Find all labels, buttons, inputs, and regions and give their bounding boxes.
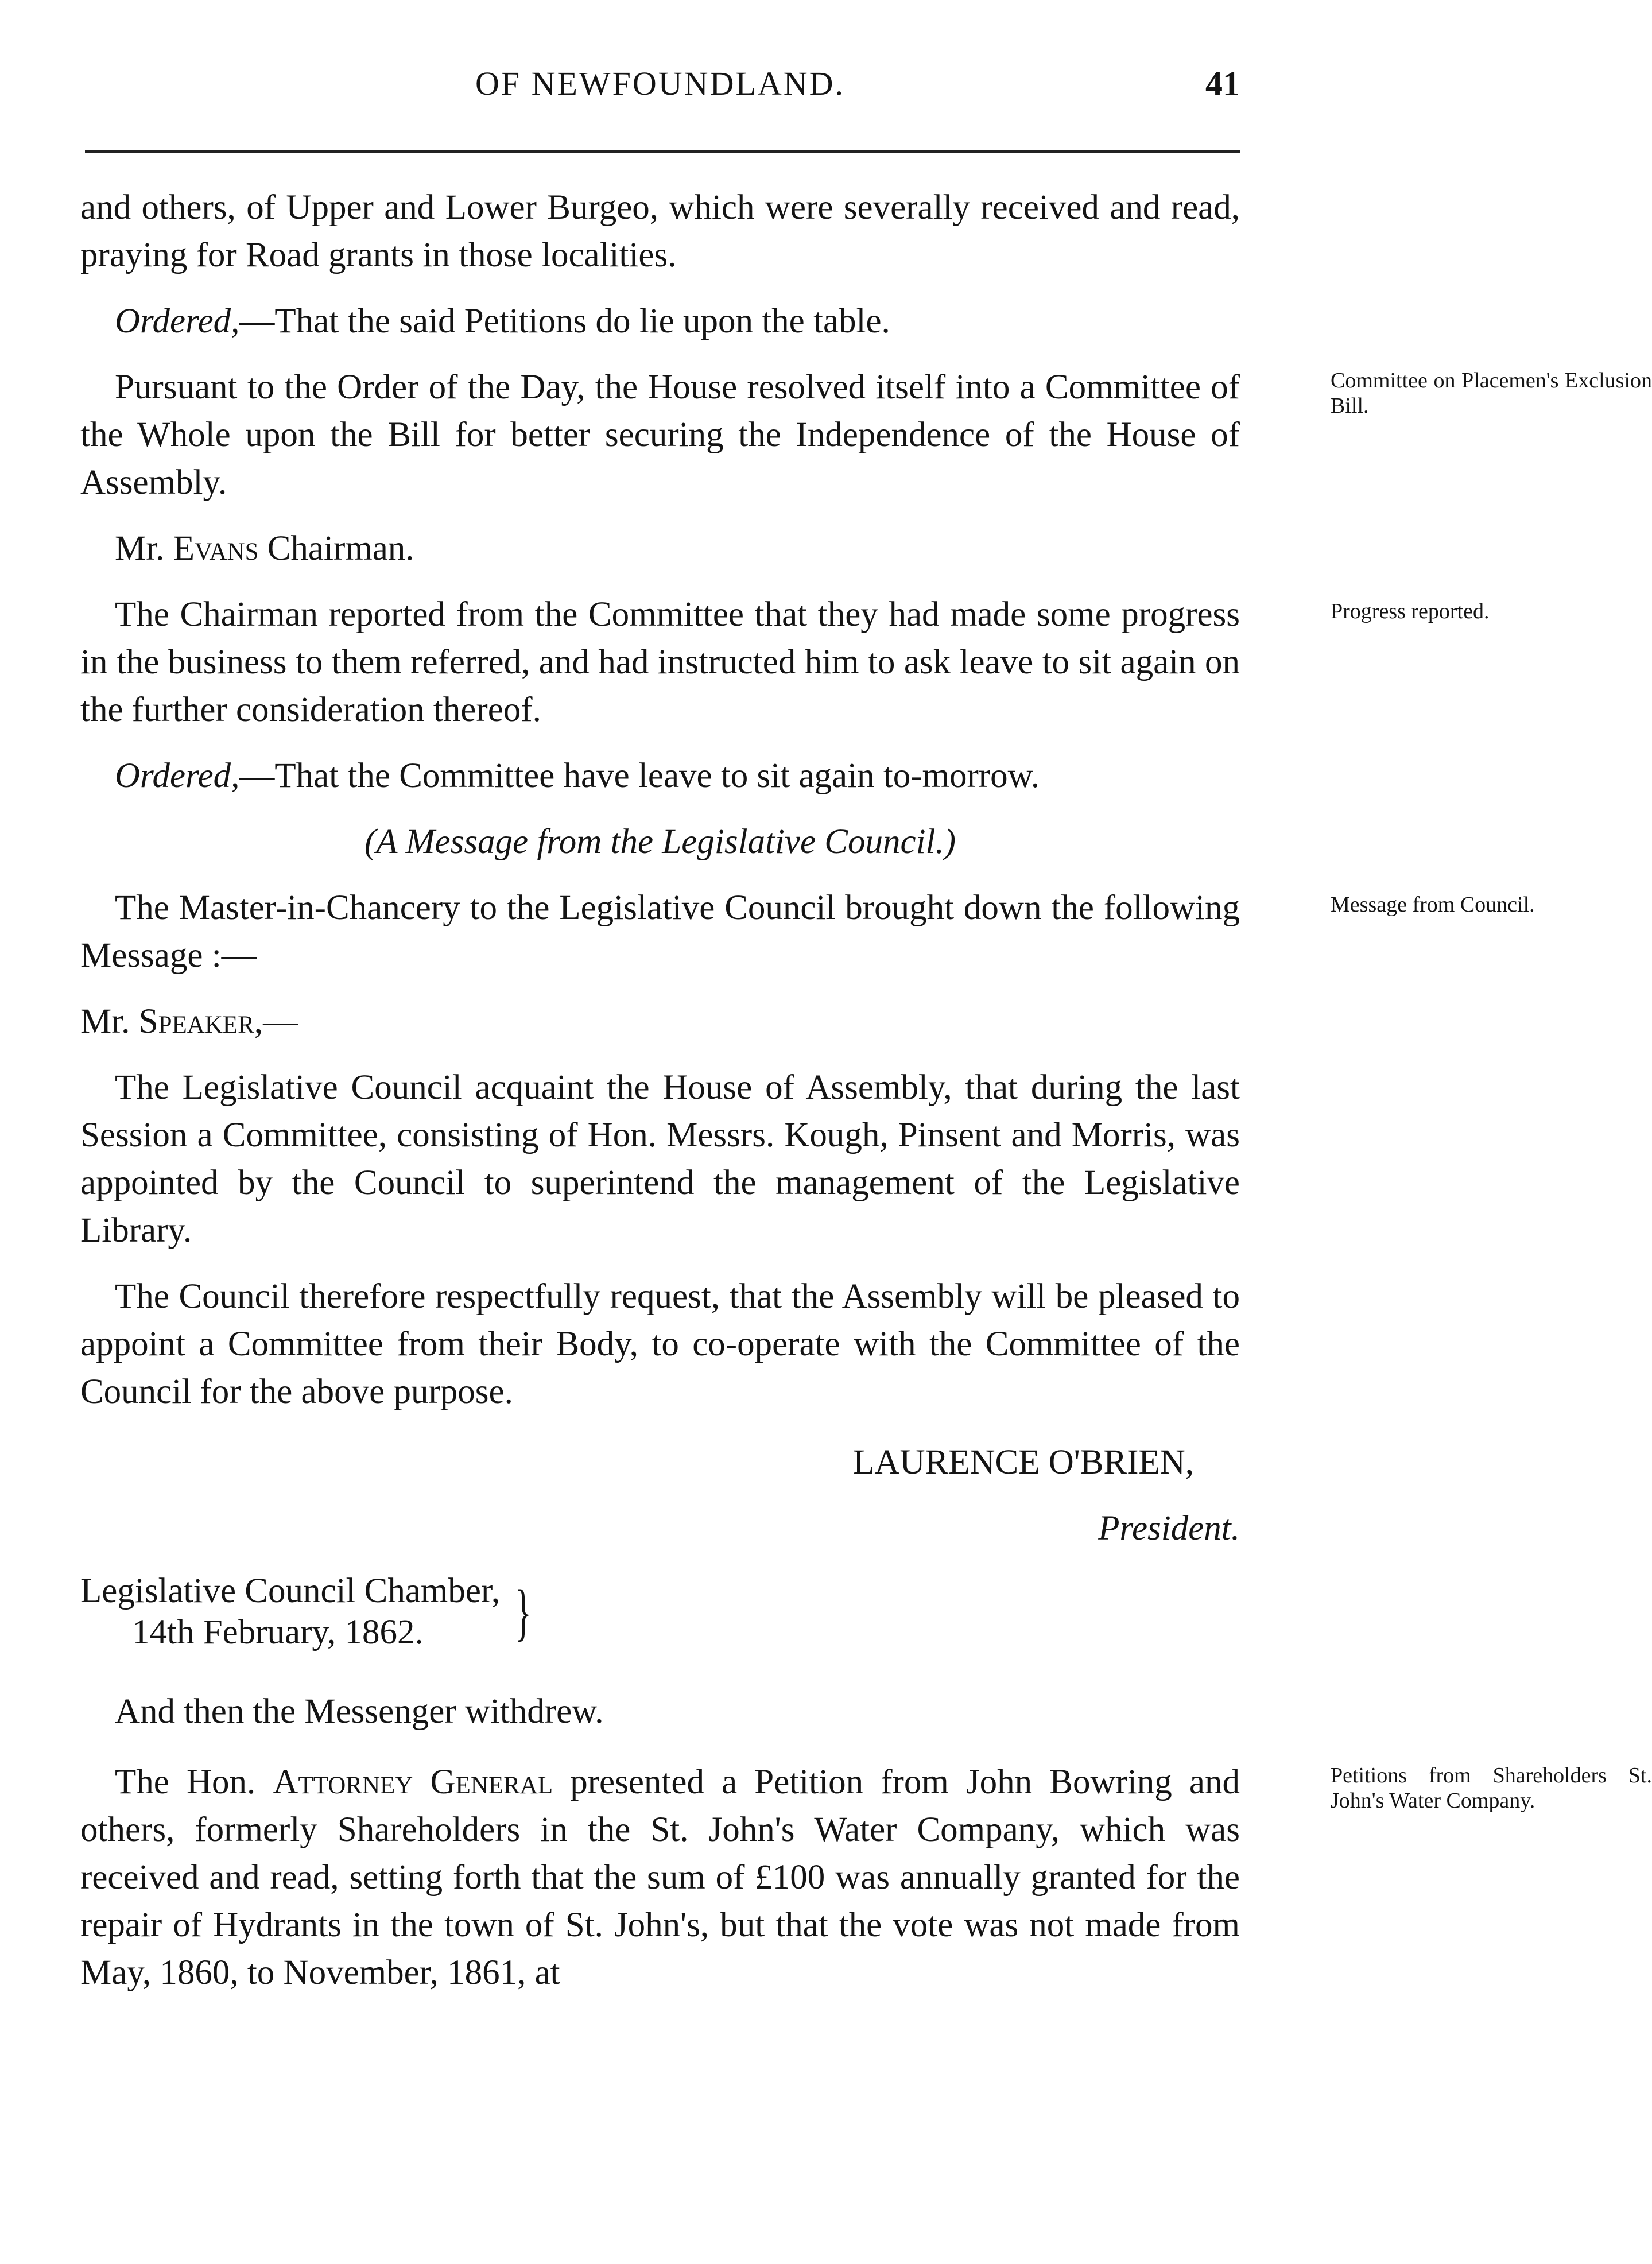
- master-text: The Master-in-Chancery to the Legislative Council brought down the following Message :—: [80, 889, 1240, 975]
- committee-whole-text: Pursuant to the Order of the Day, the House resolved itself into a Committee of the Whole upon the Bill for better securing the Independence of the House of Assembly.: [80, 368, 1240, 502]
- dateline-date: 14th February, 1862.: [132, 1613, 424, 1652]
- signature-name: LAURENCE O'BRIEN,: [853, 1443, 1194, 1482]
- margin-note-placemen-bill: Committee on Placemen's Exclusion Bill.: [1331, 369, 1652, 418]
- petition-pre: The Hon.: [115, 1763, 273, 1801]
- ordered-lead: Ordered,: [115, 302, 240, 340]
- chairman-name: Evans: [173, 529, 259, 568]
- ordered-lead-2: Ordered,: [115, 757, 240, 795]
- paragraph-chairman: [80, 525, 1240, 572]
- chairman-pre: Mr.: [115, 529, 173, 568]
- petition-text: presented a Petition from John Bowring and others, formerly Shareholders in the St. John's Water Company, which was received and read, setting forth that the sum of £100 was annually granted for the repair of Hydrants in the town of St. John's, but that the vote was not made from May, 1860, to November, 1861, at: [80, 1763, 1240, 1992]
- ordered-text: —That the said Petitions do lie upon the table.: [239, 302, 890, 340]
- progress-text: The Chairman reported from the Committee that they had made some progress in the business to them referred, and had instructed him to ask leave to sit again on the further consideration thereof.: [80, 595, 1240, 729]
- paragraph-leave-to-sit: [80, 752, 1240, 800]
- page-number: 41: [1205, 65, 1240, 103]
- paragraph-ordered-lie-on-table: [80, 297, 1240, 345]
- speaker-post: ,—: [254, 1002, 298, 1041]
- page-body: [80, 184, 1652, 2015]
- brace-mark: }: [514, 1577, 532, 1647]
- dateline: [80, 1571, 1240, 1653]
- paragraph-speaker: [80, 998, 1240, 1045]
- paragraph-request-committee: The Council therefore respectfully request, that the Assembly will be pleased to appoint a Committee from their Body, to co-operate with the Committee of the Council for the above purpose.: [80, 1277, 1240, 1411]
- running-head: OF NEWFOUNDLAND.: [475, 65, 846, 102]
- ordered-text-2: —That the Committee have leave to sit again to-morrow.: [239, 757, 1040, 795]
- dateline-place: Legislative Council Chamber,: [80, 1572, 501, 1610]
- paragraph-progress-reported: [80, 591, 1490, 734]
- paragraph-master-in-chancery: [80, 884, 1535, 979]
- paragraph-water-company-petition: [80, 1758, 1652, 1996]
- message-heading: (A Message from the Legislative Council.): [364, 823, 956, 861]
- page-header: [80, 64, 1240, 110]
- signature-title: President.: [1098, 1509, 1240, 1548]
- dateline-lines: [80, 1571, 500, 1653]
- attorney-general-name: Attorney General: [273, 1763, 553, 1801]
- margin-note-message: Message from Council.: [1331, 893, 1535, 917]
- paragraph-committee-whole: [80, 363, 1652, 506]
- paragraph-burgeo-petitions: and others, of Upper and Lower Burgeo, which were severally received and read, praying for Road grants in those localities.: [80, 188, 1240, 274]
- header-rule: [85, 150, 1240, 153]
- margin-note-progress: Progress reported.: [1331, 599, 1490, 623]
- chairman-post: Chairman.: [258, 529, 414, 568]
- speaker-pre: Mr.: [80, 1002, 139, 1041]
- paragraph-messenger-withdrew: And then the Messenger withdrew.: [115, 1692, 604, 1731]
- paragraph-library-committee: The Legislative Council acquaint the House of Assembly, that during the last Session a Committee, consisting of Hon. Messrs. Kough, Pinsent and Morris, was appointed by the Council to superintend the management of the Legislative Library.: [80, 1068, 1240, 1250]
- speaker-name: Speaker: [138, 1002, 254, 1041]
- margin-note-water-company: Petitions from Shareholders St. John's Water Company.: [1331, 1763, 1652, 1813]
